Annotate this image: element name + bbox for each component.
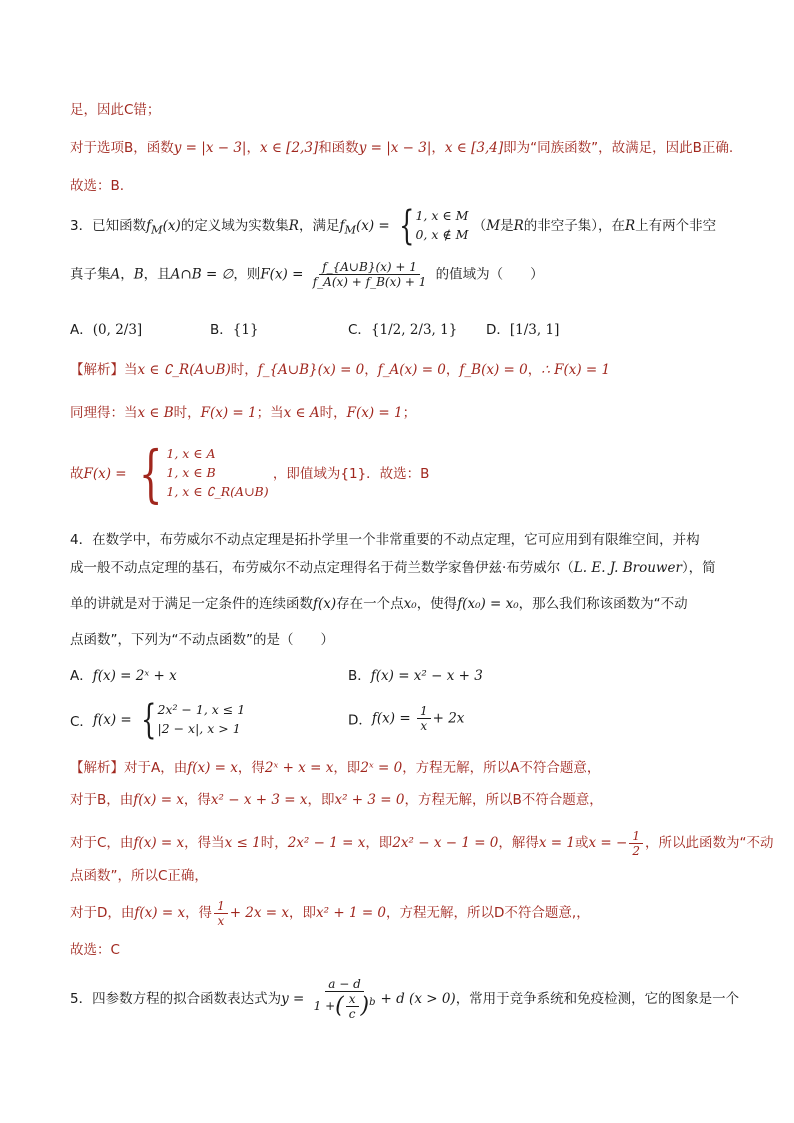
solution-3: 【解析】当x ∈ ∁_R(A∪B)时，f_{A∪B}(x) = 0，f_A(x) = 0，f_B(x) = 0，∴ F(x) = 1 — [70, 362, 611, 378]
text: 时， — [230, 362, 258, 378]
text: ，方程无解，所以A不符合题意， — [402, 760, 601, 776]
text: ，满足 — [298, 218, 340, 234]
formula: x = − — [588, 835, 628, 851]
option-a — [70, 664, 177, 684]
solution-4-line-5 — [70, 896, 590, 930]
text: （ — [472, 218, 487, 234]
formula: f_{A∪B}(x) = 0 — [257, 362, 365, 378]
text: 故选：B. — [70, 178, 125, 194]
formula: x ∈ ∁_R(A∪B) — [137, 362, 231, 378]
text: 当 — [124, 362, 138, 378]
answer-line — [70, 940, 120, 960]
formula: x ∈ A — [283, 405, 320, 421]
solution-4-line-2 — [70, 790, 603, 810]
formula: f — [146, 218, 152, 234]
fraction — [310, 260, 430, 289]
text: ，则 — [233, 266, 261, 283]
formula: f_B(x) = 0 — [459, 362, 528, 378]
option-label: A． — [70, 668, 93, 684]
formula: y = |x − 3| — [358, 140, 432, 156]
text: ），简 — [681, 560, 716, 576]
formula: x² + 3 = 0 — [334, 792, 405, 808]
numerator: a − d — [325, 977, 364, 992]
question-3-line-2 — [70, 260, 544, 289]
case-row: 2x² − 1, x ≤ 1 — [157, 702, 246, 717]
case-row: 1, x ∈ ∁_R(A∪B) — [166, 484, 269, 499]
formula: M — [344, 223, 356, 237]
text: 时， — [260, 835, 288, 851]
formula: R — [288, 218, 299, 234]
formula: y = |x − 3| — [173, 140, 247, 156]
formula: f(x) = — [92, 712, 132, 728]
formula: F(x) = 1 — [200, 405, 257, 421]
piecewise-brace: { 2x² − 1, x ≤ 1 |2 − x|, x > 1 — [141, 697, 246, 743]
solution-3-line-2 — [70, 403, 416, 423]
formula: f(x) = x — [133, 792, 184, 808]
option-value: {1} — [232, 322, 259, 338]
formula: A∩B = ∅ — [170, 266, 234, 283]
formula: 2x² − 1 = x — [287, 835, 366, 851]
denominator: 2 — [632, 843, 640, 858]
answer-line — [70, 176, 124, 196]
formula: y = — [281, 991, 305, 1007]
text: 单的讲就是对于满足一定条件的连续函数 — [70, 596, 313, 612]
fraction — [629, 829, 643, 858]
text: 时， — [319, 405, 347, 421]
text: 真子集 — [70, 266, 111, 283]
formula: f_A(x) = 0 — [377, 362, 446, 378]
text: 对于B，由 — [70, 792, 134, 808]
option-c — [348, 318, 457, 338]
formula: F(x) = 1 — [346, 405, 403, 421]
formula: f(x) = x — [134, 905, 186, 921]
formula: + 2x = x — [229, 905, 290, 921]
denominator: x — [217, 913, 225, 928]
text: ，得 — [237, 760, 265, 776]
question-3 — [70, 203, 717, 249]
formula: x₀ — [403, 596, 417, 612]
text: 或 — [575, 835, 589, 851]
text: 对于选项B，函数 — [70, 140, 174, 156]
formula: M — [486, 218, 501, 234]
option-value: f(x) = x² − x + 3 — [370, 668, 483, 684]
formula: f(x) = — [371, 710, 411, 727]
formula: 2x² − x − 1 = 0 — [392, 835, 499, 851]
text: ；当 — [256, 405, 284, 421]
piecewise-brace: { 1, x ∈ A 1, x ∈ B 1, x ∈ ∁_R(A∪B) — [138, 437, 269, 510]
formula: x ≤ 1 — [224, 835, 261, 851]
option-b — [210, 318, 259, 338]
text: ，即值域为{1}．故选：B — [272, 466, 430, 482]
option-value: (0, 2/3] — [92, 322, 143, 338]
case-row: 0, x ∉ M — [415, 227, 469, 242]
option-value: f(x) = 2ˣ + x — [92, 668, 177, 684]
formula: 2ˣ + x = x — [264, 760, 334, 776]
formula: A — [110, 266, 121, 283]
text: ，即 — [365, 835, 393, 851]
text: 存在一个点 — [336, 596, 404, 612]
case-row: 1, x ∈ A — [166, 446, 216, 461]
question-4-line-4 — [70, 630, 334, 650]
option-label: D． — [486, 322, 510, 338]
case-row: |2 − x|, x > 1 — [157, 721, 241, 736]
numerator: f_{A∪B}(x) + 1 — [319, 260, 420, 275]
solution-4 — [70, 758, 600, 778]
question-4-line-2 — [70, 558, 716, 578]
option-a — [70, 318, 142, 338]
text: ， — [120, 266, 134, 283]
text: 3．已知函数 — [70, 218, 147, 234]
formula: + 2x — [432, 710, 465, 727]
formula: (x) = — [355, 218, 390, 234]
solution-line — [70, 100, 160, 120]
formula: x ∈ B — [137, 405, 174, 421]
formula: x² − x + 3 = x — [210, 792, 308, 808]
text: 上有两个非空 — [635, 218, 717, 234]
question-4-line-3 — [70, 594, 688, 614]
option-d — [486, 318, 559, 338]
text: ，得 — [185, 905, 213, 921]
text: 1 + — [313, 999, 336, 1013]
option-label: A． — [70, 322, 93, 338]
denominator: f_A(x) + f_B(x) + 1 — [312, 275, 427, 289]
denominator: c — [348, 1007, 356, 1021]
text: 对于D，由 — [70, 905, 135, 921]
solution-tag: 【解析】 — [70, 760, 124, 776]
option-label: C． — [70, 714, 93, 730]
formula: 2ˣ = 0 — [360, 760, 403, 776]
text: ，即 — [307, 792, 335, 808]
question-4 — [70, 530, 700, 550]
fraction — [214, 899, 228, 928]
numerator: 1 — [629, 829, 643, 844]
denominator: 1 +( $\frac{x}{c}$ )$^b$ — [313, 992, 376, 1021]
formula: R — [513, 218, 524, 234]
case-row: 1, x ∈ B — [166, 465, 216, 480]
text: 4．在数学中，布劳威尔不动点定理是拓扑学里一个非常重要的不动点定理，它可应用到有限维空间，并构 — [70, 532, 700, 548]
formula: f(x) = x — [133, 835, 185, 851]
solution-4-line-3 — [70, 826, 773, 860]
formula: x ∈ [2,3] — [259, 140, 319, 156]
numerator: 1 — [417, 704, 431, 719]
formula: x ∈ [3,4] — [444, 140, 504, 156]
option-value: {1/2, 2/3, 1} — [370, 322, 458, 338]
text: 对于A，由 — [124, 760, 188, 776]
text: ，即 — [289, 905, 317, 921]
option-b — [348, 664, 483, 684]
text: ，解得 — [498, 835, 539, 851]
formula: M — [151, 223, 163, 237]
text: ； — [402, 405, 417, 421]
text: ，那么我们称该函数为“不动 — [518, 596, 688, 612]
formula: f(x) = x — [187, 760, 238, 776]
fraction — [417, 704, 431, 733]
solution-4-line-4 — [70, 866, 208, 886]
formula: F(x) = — [260, 266, 304, 283]
solution-tag: 【解析】 — [70, 362, 124, 378]
formula: x = 1 — [538, 835, 576, 851]
formula: B — [133, 266, 144, 283]
text: 点函数”，下列为“不动点函数”的是（ ） — [70, 632, 334, 648]
question-5 — [70, 964, 739, 1034]
case-row: 1, x ∈ M — [415, 208, 469, 223]
formula: f(x₀) = x₀ — [457, 596, 519, 612]
exponent: b — [369, 997, 376, 1008]
text: 是 — [500, 218, 514, 234]
text: 的值域为（ ） — [435, 266, 544, 283]
piecewise-brace: { 1, x ∈ M 0, x ∉ M — [399, 203, 469, 249]
fraction — [346, 992, 359, 1021]
denominator: x — [420, 719, 428, 733]
option-label: C． — [348, 322, 371, 338]
text: 的非空子集），在 — [523, 218, 625, 234]
formula: L. E. J. Brouwer — [573, 560, 682, 576]
text: ，得当 — [184, 835, 225, 851]
text: ，使得 — [416, 596, 458, 612]
text: ，且 — [143, 266, 171, 283]
formula: f — [339, 218, 345, 234]
text: 时， — [173, 405, 201, 421]
text: ，得 — [183, 792, 211, 808]
text: 即为“同族函数”，故满足，因此B正确. — [503, 140, 734, 156]
text: 同理得：当 — [70, 405, 138, 421]
text: 足，因此C错； — [70, 102, 161, 118]
text: 点函数”，所以C正确， — [70, 868, 208, 884]
text: 的定义域为实数集 — [180, 218, 289, 234]
solution-line: 对于选项B，函数y = |x − 3|，x ∈ [2,3]和函数y = |x − 3|，x ∈ [3,4]即为“同族函数”，故满足，因此B正确. — [70, 140, 734, 156]
formula: (x) — [162, 218, 181, 234]
text: 5．四参数方程的拟合函数表达式为 — [70, 991, 282, 1007]
text: 成一般不动点定理的基石，布劳威尔不动点定理得名于荷兰数学家鲁伊兹·布劳威尔（ — [70, 560, 574, 576]
formula: + d (x > 0) — [380, 991, 456, 1007]
text: 对于C，由 — [70, 835, 134, 851]
formula: x² + 1 = 0 — [316, 905, 387, 921]
text: 故 — [70, 466, 84, 482]
text: ，即 — [333, 760, 361, 776]
option-label: B． — [348, 668, 371, 684]
option-d — [348, 704, 464, 733]
option-label: D． — [348, 712, 372, 729]
numerator: 1 — [214, 899, 228, 914]
text: 故选：C — [70, 942, 120, 958]
text: ，方程无解，所以B不符合题意， — [404, 792, 603, 808]
option-label: B． — [210, 322, 233, 338]
solution-3-line-3 — [70, 437, 430, 510]
option-c — [70, 697, 246, 743]
text: ，方程无解，所以D不符合题意,， — [386, 905, 590, 921]
text: 和函数 — [318, 140, 359, 156]
text: ，所以此函数为“不动 — [644, 835, 774, 851]
option-value: [1/3, 1] — [509, 322, 560, 338]
fraction — [311, 977, 379, 1021]
formula: f(x) — [313, 596, 337, 612]
text: ，常用于竞争系统和免疫检测，它的图象是一个 — [455, 991, 740, 1007]
numerator: x — [346, 992, 359, 1007]
formula: F(x) = — [83, 466, 127, 482]
formula: R — [624, 218, 636, 234]
formula: ∴ F(x) = 1 — [541, 362, 611, 378]
